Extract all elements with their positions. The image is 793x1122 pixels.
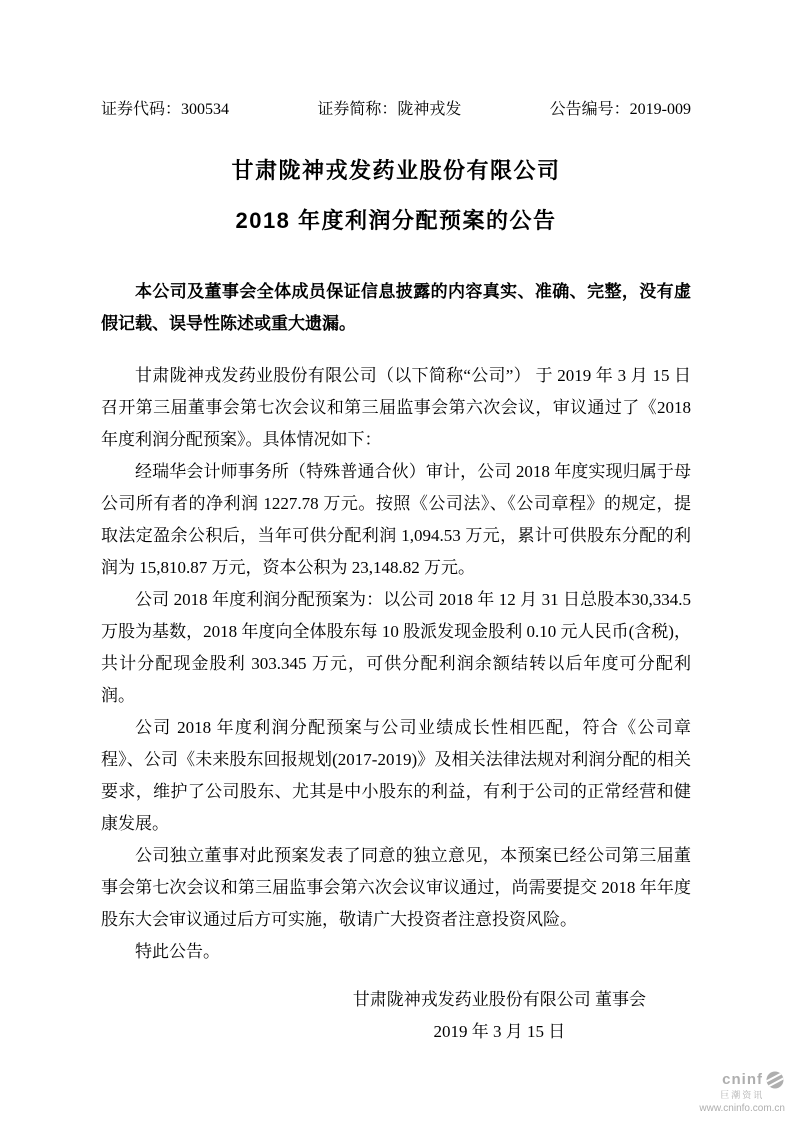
signature-company: 甘肃陇神戎发药业股份有限公司 董事会 <box>352 990 646 1009</box>
cninfo-brand-text: cninf <box>722 1070 763 1088</box>
paragraph-closing: 特此公告。 <box>135 942 220 961</box>
cninfo-url: www.cninfo.com.cn <box>699 1103 785 1114</box>
paragraph-plan-compliance: 公司 2018 年度利润分配预案与公司业绩成长性相匹配，符合《公司章程》、公司《未来股东回报规划(2017-2019)》及相关法律法规对利润分配的相关要求，维护了公司股东、尤其是中小股东的利益，有利于公司的正常经营和健康发展。 <box>101 718 691 833</box>
stock-short-name: 证券简称：陇神戎发 <box>317 101 462 118</box>
page-content <box>101 0 691 1048</box>
announcement-number: 公告编号：2019-009 <box>549 101 691 118</box>
cninfo-watermark <box>699 1070 785 1114</box>
company-name-title: 甘肃陇神戎发药业股份有限公司 <box>231 158 561 183</box>
paragraph-distribution-plan: 公司 2018 年度利润分配预案为：以公司 2018 年 12 月 31 日总股本30,334.5 万股为基数，2018 年度向全体股东每 10 股派发现金股利 0.10 元人民币(含税)，共计分配现金股利 303.345 万元，可供分配利润余额结转以后年度可分配利润。 <box>101 590 691 705</box>
announcement-title: 2018 年度利润分配预案的公告 <box>235 208 557 233</box>
document-header <box>101 0 691 120</box>
cninfo-brand-row <box>699 1070 785 1090</box>
signature-block <box>101 984 691 1048</box>
signature-inner <box>353 984 646 1048</box>
cninfo-chinese-name: 巨潮资讯 <box>720 1090 765 1101</box>
signature-date: 2019 年 3 月 15 日 <box>433 1022 566 1041</box>
cninfo-swirl-icon <box>765 1070 785 1090</box>
paragraph-approval-process: 公司独立董事对此预案发表了同意的独立意见，本预案已经公司第三届董事会第七次会议和第三届监事会第六次会议审议通过，尚需要提交 2018 年年度股东大会审议通过后方可实施，敬请广大投资者注意投资风险。 <box>101 846 691 929</box>
stock-code: 证券代码：300534 <box>101 101 230 118</box>
disclaimer-paragraph: 本公司及董事会全体成员保证信息披露的内容真实、准确、完整，没有虚假记载、误导性陈述或重大遗漏。 <box>101 282 691 333</box>
paragraph-board-meeting: 甘肃陇神戎发药业股份有限公司（以下简称“公司”） 于 2019 年 3 月 15 日召开第三届董事会第七次会议和第三届监事会第六次会议，审议通过了《2018年度利润分配预案》。具体情况如下： <box>101 366 691 449</box>
paragraph-audit-results: 经瑞华会计师事务所（特殊普通合伙）审计，公司 2018 年度实现归属于母公司所有者的净利润 1227.78 万元。按照《公司法》、《公司章程》的规定，提取法定盈余公积后，当年可供分配利润 1,094.53 万元，累计可供股东分配的利润为 15,810.87 万元，资本公积为 23,148.82 万元。 <box>101 462 691 577</box>
